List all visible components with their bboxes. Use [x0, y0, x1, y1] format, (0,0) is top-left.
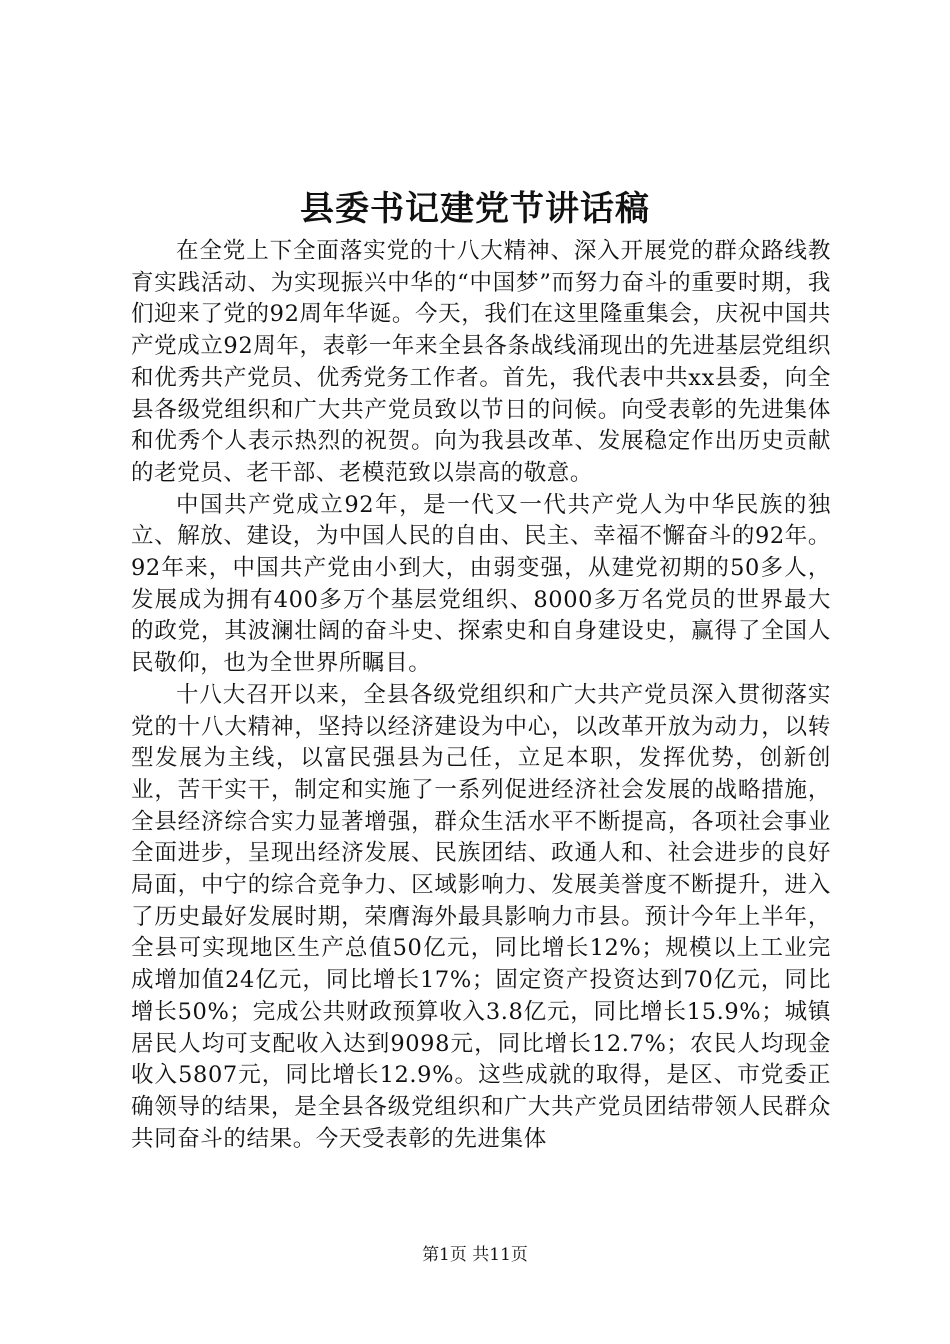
page-number-footer: 第1页 共11页	[422, 1245, 528, 1265]
paragraph-1: 在全党上下全面落实党的十八大精神、深入开展党的群众路线教育实践活动、为实现振兴中华的“中国梦”而努力奋斗的重要时期，我们迎来了党的92周年华诞。今天，我们在这里隆重集会，庆祝中国共产党成立92周年，表彰一年来全县各条战线涌现出的先进基层党组织和优秀共产党员、优秀党务工作者。首先，我代表中共xx县委，向全县各级党组织和广大共产党员致以节日的问候。向受表彰的先进集体和优秀个人表示热烈的祝贺。向为我县改革、发展稳定作出历史贡献的老党员、老干部、老模范致以崇高的敬意。	[131, 238, 831, 486]
paragraph-2: 中国共产党成立92年，是一代又一代共产党人为中华民族的独立、解放、建设，为中国人民的自由、民主、幸福不懈奋斗的92年。92年来，中国共产党由小到大，由弱变强，从建党初期的50多人，发展成为拥有400多万个基层党组织、8000多万名党员的世界最大的政党，其波澜壮阔的奋斗史、探索史和自身建设史，赢得了全国人民敬仰，也为全世界所瞩目。	[131, 491, 831, 677]
document-title: 县委书记建党节讲话稿	[300, 189, 650, 229]
paragraph-3: 十八大召开以来，全县各级党组织和广大共产党员深入贯彻落实党的十八大精神，坚持以经济建设为中心，以改革开放为动力，以转型发展为主线，以富民强县为己任，立足本职，发挥优势，创新创业，苦干实干，制定和实施了一系列促进经济社会发展的战略措施，全县经济综合实力显著增强，群众生活水平不断提高，各项社会事业全面进步，呈现出经济发展、民族团结、政通人和、社会进步的良好局面，中宁的综合竞争力、区域影响力、发展美誉度不断提升，进入了历史最好发展时期，荣膺海外最具影响力市县。预计今年上半年，全县可实现地区生产总值50亿元，同比增长12%；规模以上工业完成增加值24亿元，同比增长17%；固定资产投资达到70亿元，同比增长50%；完成公共财政预算收入3.8亿元，同比增长15.9%；城镇居民人均可支配收入达到9098元，同比增长12.7%；农民人均现金收入5807元，同比增长12.9%。这些成就的取得，是区、市党委正确领导的结果，是全县各级党组织和广大共产党员团结带领人民群众共同奋斗的结果。今天受表彰的先进集体	[131, 681, 831, 1152]
document-body	[131, 236, 831, 1155]
